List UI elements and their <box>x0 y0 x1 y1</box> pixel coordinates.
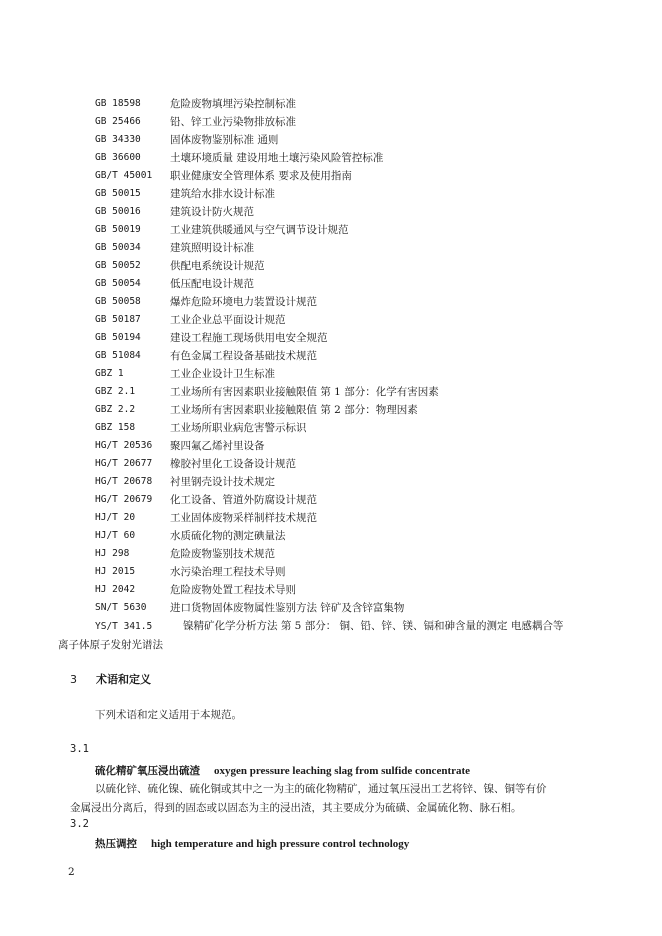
reference-title: 低压配电设计规范 <box>170 278 254 290</box>
term-heading <box>95 836 409 851</box>
reference-title: 工业场所有害因素职业接触限值 第 2 部分：物理因素 <box>170 404 418 416</box>
reference-code: GB 50016 <box>95 206 141 217</box>
reference-title: 工业固体废物采样制样技术规范 <box>170 512 317 524</box>
reference-code: GBZ 2.1 <box>95 386 136 397</box>
reference-row <box>95 437 615 455</box>
reference-code: HJ 2015 <box>95 566 136 577</box>
reference-title: 固体废物鉴别标准 通则 <box>170 134 279 146</box>
reference-code: HG/T 20678 <box>95 476 153 487</box>
reference-row <box>95 545 615 563</box>
reference-code: GB 50054 <box>95 278 141 289</box>
reference-title: 工业企业设计卫生标准 <box>170 368 275 380</box>
reference-title: 工业场所有害因素职业接触限值 第 1 部分：化学有害因素 <box>170 386 439 398</box>
reference-row <box>95 185 615 203</box>
normative-reference-list <box>95 95 615 617</box>
reference-code: YS/T 341.5 <box>95 621 153 632</box>
reference-title: 水污染治理工程技术导则 <box>170 566 286 578</box>
term-number: 3.2 <box>70 818 89 830</box>
reference-title: 爆炸危险环境电力装置设计规范 <box>170 296 317 308</box>
reference-title: 职业健康安全管理体系 要求及使用指南 <box>170 170 352 182</box>
reference-row <box>95 257 615 275</box>
reference-code: GBZ 158 <box>95 422 136 433</box>
reference-title: 工业场所职业病危害警示标识 <box>170 422 307 434</box>
reference-code: GB 50194 <box>95 332 141 343</box>
reference-code: GB/T 45001 <box>95 170 153 181</box>
reference-title: 建筑设计防火规范 <box>170 206 254 218</box>
term-definition <box>70 780 610 818</box>
reference-title: 建筑给水排水设计标准 <box>170 188 275 200</box>
reference-code: GBZ 1 <box>95 368 124 379</box>
reference-code: GB 34330 <box>95 134 141 145</box>
section-intro: 下列术语和定义适用于本规范。 <box>95 709 242 721</box>
term-heading <box>95 763 470 778</box>
reference-title: 供配电系统设计规范 <box>170 260 265 272</box>
wrapped-reference <box>58 617 603 654</box>
term-definition-line1: 以硫化锌、硫化镍、硫化铜或其中之一为主的硫化物精矿，通过氧压浸出工艺将锌、镍、铜等有价 <box>95 783 547 795</box>
term-chinese: 热压调控 <box>95 838 137 850</box>
reference-row <box>95 455 615 473</box>
reference-title: 工业企业总平面设计规范 <box>170 314 286 326</box>
reference-row <box>95 401 615 419</box>
reference-title: 化工设备、管道外防腐设计规范 <box>170 494 317 506</box>
section-heading <box>70 671 151 687</box>
reference-row <box>95 419 615 437</box>
reference-code: HJ/T 20 <box>95 512 136 523</box>
reference-title: 建筑照明设计标准 <box>170 242 254 254</box>
reference-title: 危险废物鉴别技术规范 <box>170 548 275 560</box>
reference-code: HJ 298 <box>95 548 130 559</box>
reference-title: 土壤环境质量 建设用地土壤污染风险管控标准 <box>170 152 384 164</box>
reference-code: HJ/T 60 <box>95 530 136 541</box>
reference-code: HG/T 20679 <box>95 494 153 505</box>
reference-row <box>95 347 615 365</box>
reference-code: GB 18598 <box>95 98 141 109</box>
reference-row <box>95 509 615 527</box>
reference-row <box>95 167 615 185</box>
reference-row <box>95 113 615 131</box>
reference-code: GB 50058 <box>95 296 141 307</box>
reference-code: GB 50052 <box>95 260 141 271</box>
reference-row <box>95 329 615 347</box>
reference-row <box>95 293 615 311</box>
reference-row <box>95 239 615 257</box>
reference-code: GB 25466 <box>95 116 141 127</box>
reference-code: GB 36600 <box>95 152 141 163</box>
reference-row <box>95 563 615 581</box>
reference-title: 橡胶衬里化工设备设计规范 <box>170 458 296 470</box>
reference-code: HJ 2042 <box>95 584 136 595</box>
reference-row <box>95 365 615 383</box>
term-chinese: 硫化精矿氧压浸出硫渣 <box>95 765 200 777</box>
reference-code: GB 50034 <box>95 242 141 253</box>
reference-code: SN/T 5630 <box>95 602 147 613</box>
reference-row <box>95 473 615 491</box>
term-english: high temperature and high pressure control technology <box>151 838 410 850</box>
reference-title-line1: 镍精矿化学分析方法 第 5 部分： 铜、铅、锌、镁、镉和砷含量的测定 电感耦合等 <box>183 620 564 632</box>
reference-row <box>95 149 615 167</box>
reference-title: 建设工程施工现场供用电安全规范 <box>170 332 328 344</box>
reference-code: GB 50187 <box>95 314 141 325</box>
reference-title: 危险废物处置工程技术导则 <box>170 584 296 596</box>
section-title: 术语和定义 <box>96 673 151 686</box>
reference-row <box>95 203 615 221</box>
reference-code: GB 51084 <box>95 350 141 361</box>
reference-title: 危险废物填埋污染控制标准 <box>170 98 296 110</box>
page-number: 2 <box>68 866 75 878</box>
reference-title: 衬里钢壳设计技术规定 <box>170 476 275 488</box>
reference-title-line2: 离子体原子发射光谱法 <box>58 639 163 651</box>
reference-code: HG/T 20677 <box>95 458 153 469</box>
reference-row <box>95 275 615 293</box>
reference-row <box>95 311 615 329</box>
reference-title: 进口货物固体废物属性鉴别方法 锌矿及含锌富集物 <box>170 602 405 614</box>
reference-title: 聚四氟乙烯衬里设备 <box>170 440 265 452</box>
reference-title: 铅、锌工业污染物排放标准 <box>170 116 296 128</box>
reference-row <box>95 599 615 617</box>
reference-title: 工业建筑供暖通风与空气调节设计规范 <box>170 224 349 236</box>
term-english: oxygen pressure leaching slag from sulfide concentrate <box>214 765 471 777</box>
reference-row <box>95 221 615 239</box>
reference-row <box>95 491 615 509</box>
reference-title: 有色金属工程设备基础技术规范 <box>170 350 317 362</box>
reference-row <box>95 527 615 545</box>
reference-row <box>95 581 615 599</box>
reference-row <box>95 95 615 113</box>
reference-row <box>95 383 615 401</box>
reference-row <box>95 131 615 149</box>
term-number: 3.1 <box>70 743 89 755</box>
section-number: 3 <box>70 673 77 686</box>
reference-code: GB 50015 <box>95 188 141 199</box>
term-definition-line2: 金属浸出分离后，得到的固态或以固态为主的浸出渣，其主要成分为硫磺、金属硫化物、脉石相。 <box>70 802 522 814</box>
reference-code: GBZ 2.2 <box>95 404 136 415</box>
reference-code: GB 50019 <box>95 224 141 235</box>
reference-code: HG/T 20536 <box>95 440 153 451</box>
reference-title: 水质硫化物的测定碘量法 <box>170 530 286 542</box>
